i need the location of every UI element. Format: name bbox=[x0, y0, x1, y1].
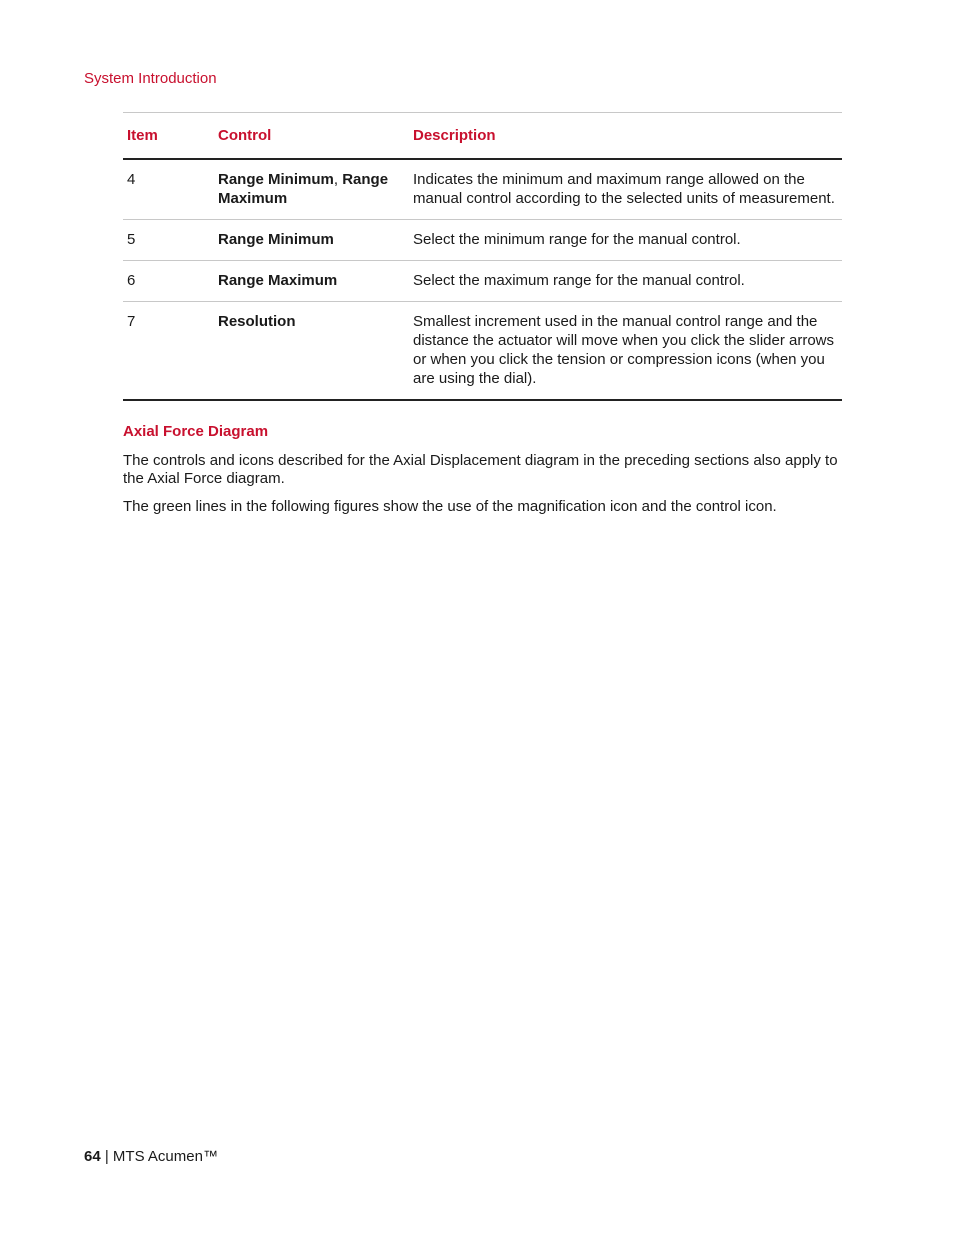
table-row bbox=[123, 159, 842, 220]
table-header-row bbox=[123, 113, 842, 160]
control-name: Range Maximum bbox=[218, 171, 389, 207]
body-paragraph: The green lines in the following figures show the use of the magnification icon and the control icon. bbox=[123, 498, 777, 515]
column-header-item: Item bbox=[127, 127, 158, 144]
row-description: Smallest increment used in the manual control range and the distance the actuator will move when you click the slider arrows or when you click the tension or compression icons (when you are using the dial). bbox=[413, 313, 835, 387]
row-control bbox=[214, 220, 409, 261]
row-control bbox=[214, 159, 409, 220]
control-name: Range Minimum bbox=[218, 231, 334, 248]
column-header-control: Control bbox=[218, 127, 272, 144]
table-row bbox=[123, 261, 842, 302]
controls-table bbox=[123, 112, 842, 401]
row-item: 6 bbox=[127, 272, 136, 289]
control-name: Resolution bbox=[218, 313, 296, 330]
page-number: 64 bbox=[84, 1148, 101, 1165]
row-item: 5 bbox=[127, 231, 136, 248]
footer-separator: | bbox=[100, 1148, 113, 1165]
row-control bbox=[214, 302, 409, 401]
control-name: Range Minimum bbox=[218, 171, 334, 188]
row-description: Indicates the minimum and maximum range allowed on the manual control according to the selected units of measurement. bbox=[413, 171, 835, 207]
control-separator: , bbox=[333, 171, 343, 188]
page-footer bbox=[84, 1148, 218, 1165]
running-header: System Introduction bbox=[84, 70, 217, 87]
column-header-description: Description bbox=[413, 127, 496, 144]
body-paragraph: The controls and icons described for the Axial Displacement diagram in the preceding sections also apply to the Axial Force diagram. bbox=[123, 452, 838, 487]
row-control bbox=[214, 261, 409, 302]
control-name: Range Maximum bbox=[218, 272, 338, 289]
table-row bbox=[123, 302, 842, 401]
row-description: Select the minimum range for the manual control. bbox=[413, 231, 741, 248]
section-heading: Axial Force Diagram bbox=[123, 423, 269, 440]
row-item: 4 bbox=[127, 171, 136, 188]
row-item: 7 bbox=[127, 313, 136, 330]
row-description: Select the maximum range for the manual control. bbox=[413, 272, 745, 289]
product-name: MTS Acumen™ bbox=[112, 1148, 218, 1165]
table-row bbox=[123, 220, 842, 261]
